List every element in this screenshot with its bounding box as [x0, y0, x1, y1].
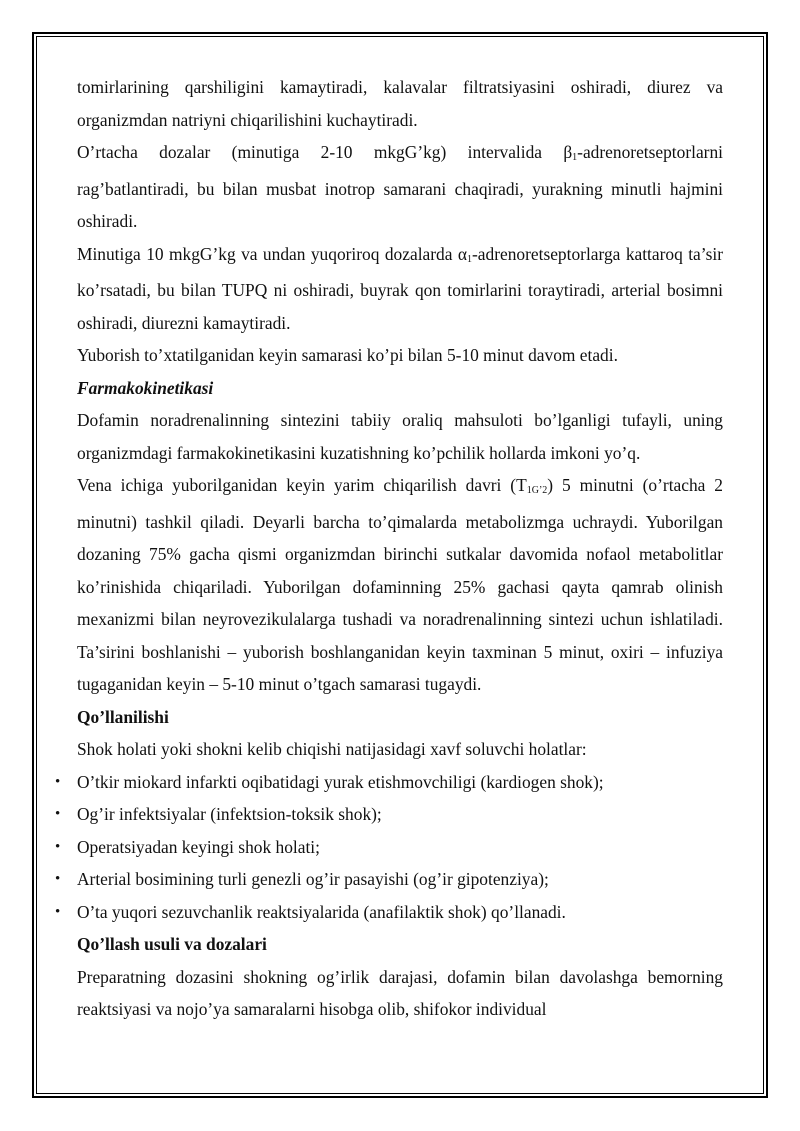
text-segment: Minutiga 10 mkgG’kg va undan yuqoriroq dozalarda α	[77, 243, 467, 264]
list-item	[55, 896, 723, 929]
bullet-icon: •	[55, 871, 61, 887]
subscript: 1G’2	[526, 485, 548, 496]
paragraph-duration: Yuborish to’xtatilganidan keyin samarasi ko’pi bilan 5-10 minut davom etadi.	[77, 345, 618, 365]
paragraph-medium-doses	[77, 136, 723, 238]
list-item	[55, 798, 723, 831]
indications-list	[55, 766, 723, 929]
list-item	[55, 766, 723, 799]
subscript: 1	[467, 253, 472, 265]
text-segment: -adrenoretseptorlarga kattaroq ta’sir ko’rsatadi, bu bilan TUPQ ni oshiradi, buyrak qon tomirlarini toraytiradi, arterial bosimni oshiradi, diurezni kamaytiradi.	[77, 243, 723, 333]
list-item-text: Operatsiyadan keyingi shok holati;	[77, 836, 320, 857]
list-item-text: Arterial bosimining turli genezli og’ir pasayishi (og’ir gipotenziya);	[77, 869, 549, 889]
document-body	[55, 71, 723, 1026]
list-item-text: Og’ir infektsiyalar (infektsion-toksik shok);	[77, 804, 382, 824]
text-segment: -adrenoretseptorlarni rag’batlantiradi, bu bilan musbat inotrop samarani chaqiradi, yurakning minutli hajmini oshiradi.	[77, 142, 723, 231]
paragraph-usage-intro: Shok holati yoki shokni kelib chiqishi natijasidagi xavf soluvchi holatlar:	[77, 739, 587, 759]
heading-pharmacokinetics: Farmakokinetikasi	[77, 377, 214, 398]
paragraph-dosage: Preparatning dozasini shokning og’irlik darajasi, dofamin bilan davolashga bemorning reaktsiyasi va nojo’ya samaralarni hisobga olib, shifokor individual	[77, 966, 723, 1019]
text-segment: O’rtacha dozalar (minutiga 2-10 mkgG’kg) intervalida β	[77, 142, 573, 162]
text-segment: Vena ichiga yuborilganidan keyin yarim chiqarilish davri (T	[77, 475, 527, 495]
paragraph-high-doses	[77, 238, 723, 340]
paragraph-half-life	[77, 469, 723, 701]
bullet-icon: •	[55, 806, 61, 822]
bullet-icon: •	[55, 773, 61, 790]
paragraph-vascular-effects: tomirlarining qarshiligini kamaytiradi, kalavalar filtratsiyasini oshiradi, diurez va organizmdan natriyni chiqarilishini kuchaytiradi.	[77, 77, 723, 130]
heading-dosage: Qo’llash usuli va dozalari	[77, 934, 267, 954]
list-item	[55, 831, 723, 864]
list-item-text: O’tkir miokard infarkti oqibatidagi yurak etishmovchiligi (kardiogen shok);	[77, 771, 604, 792]
paragraph-pharmacokinetics-intro: Dofamin noradrenalinning sintezini tabiiy oraliq mahsuloti bo’lganligi tufayli, uning organizmdagi farmakokinetikasini kuzatishning ko’pchilik hollarda imkoni yo’q.	[77, 410, 723, 463]
bullet-icon: •	[55, 838, 61, 855]
bullet-icon: •	[55, 903, 61, 920]
list-item-text: O’ta yuqori sezuvchanlik reaktsiyalarida (anafilaktik shok) qo’llanadi.	[77, 901, 566, 922]
heading-usage: Qo’llanilishi	[77, 706, 169, 727]
text-segment: ) 5 minutni (o’rtacha 2 minutni) tashkil qiladi. Deyarli barcha to’qimalarda metabolizmga uchraydi. Yuborilgan dozaning 75% gacha qismi organizmdan birinchi sutkalar davomida nofaol metabolitlar ko’rinishida chiqariladi. Yuborilgan dofaminning 25% gachasi qayta qamrab olinish mexanizmi bilan neyrovezikulalarga tushadi va noradrenalinning sintezi uchun ishlatiladi. Ta’sirini boshlanishi – yuborish boshlanganidan keyin taxminan 5 minut, oxiri – infuziya tugaganidan keyin – 5-10 minut o’tgach samarasi tugaydi.	[77, 475, 723, 694]
subscript: 1	[572, 152, 578, 163]
list-item	[55, 863, 723, 896]
